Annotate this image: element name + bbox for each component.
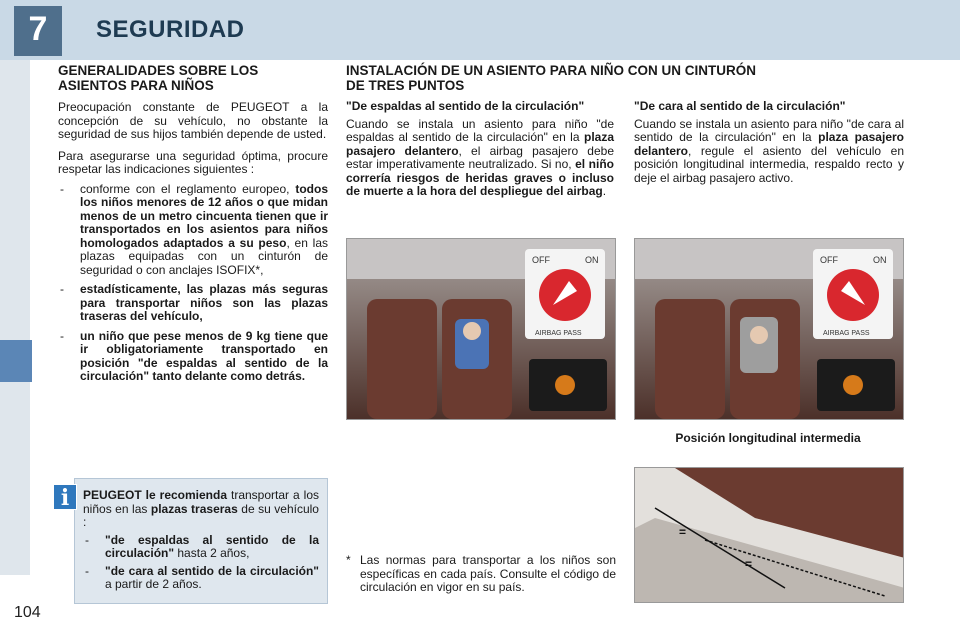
forward-facing-text [634, 118, 904, 186]
svg-text:=: = [679, 525, 687, 539]
rear-facing-photo [346, 238, 616, 420]
list-item [58, 283, 328, 324]
airbag-pass-label: AIRBAG PASS [535, 330, 582, 337]
recommendation-bold: plazas traseras [150, 501, 238, 516]
rear-facing-section [346, 100, 614, 199]
front-bold: plaza pasajero delantero [634, 130, 904, 158]
general-title-line1: GENERALIDADES SOBRE LOS [58, 63, 259, 78]
car-interior-illustration [635, 239, 904, 420]
recommendation-box [74, 478, 328, 604]
recommendation-bold: PEUGEOT le recomienda [83, 488, 228, 502]
left-margin-strip [0, 60, 30, 575]
rear-bold: plaza pasajero delantero [346, 130, 614, 158]
seat-position-caption: Posición longitudinal intermedia [675, 431, 861, 445]
rear-text: , el airbag pasajero debe estar imperativamente neutralizado. Si no, [346, 143, 614, 171]
installation-title-line1: INSTALACIÓN DE UN ASIENTO PARA NIÑO CON UN CINTURÓN [346, 63, 757, 78]
page-number: 104 [14, 604, 41, 621]
item-text: a partir de 2 años. [105, 577, 202, 591]
installation-title [346, 63, 906, 93]
car-interior-illustration [347, 239, 616, 420]
switch-on-label: ON [873, 255, 887, 265]
item-bold-text: "de cara al sentido de la circulación" [105, 563, 319, 578]
item-bold-text: estadísticamente, las plazas más seguras para transportar niños son las plazas traseras del vehículo, [80, 282, 328, 323]
airbag-pass-label: AIRBAG PASS [823, 330, 870, 337]
recommendation-text [83, 489, 319, 530]
footnote-asterisk: * [346, 553, 351, 567]
switch-off-label: OFF [532, 255, 550, 265]
chapter-number: 7 [28, 10, 48, 48]
forward-facing-section [634, 100, 904, 185]
item-bold-text: "de espaldas al sentido de la circulación" [105, 532, 319, 560]
info-icon: i [53, 484, 77, 510]
item-text: conforme con el reglamento europeo, [80, 181, 296, 196]
svg-text:=: = [745, 557, 753, 571]
rear-facing-text [346, 118, 614, 199]
front-text: Cuando se instala un asiento para niño "de cara al sentido de la circulación" en la [634, 116, 904, 144]
chapter-tab [14, 6, 62, 56]
rear-facing-title: "De espaldas al sentido de la circulación" [346, 99, 585, 113]
rear-text: . [602, 184, 607, 198]
installation-title-line2: DE TRES PUNTOS [346, 78, 465, 93]
item-text: hasta 2 años, [174, 546, 250, 560]
seat-rail-photo [634, 467, 904, 603]
switch-on-label: ON [585, 255, 599, 265]
list-item [58, 183, 328, 278]
seat-rail-illustration [635, 468, 904, 603]
general-advice: Para asegurarse una seguridad óptima, procure respetar las indicaciones siguientes : [58, 148, 328, 176]
rear-bold: el niño correría riesgos de heridas graves o incluso de muerte a la hora del despliegue del airbag [346, 157, 614, 198]
general-title [58, 63, 328, 93]
front-text: , regule el asiento del vehículo en posición longitudinal intermedia, respaldo recto y deje el airbag pasajero activo. [634, 143, 904, 185]
recommendation-span: transportar a los niños en las [83, 488, 319, 516]
item-bold-text: un niño que pese menos de 9 kg tiene que ir obligatoriamente transportado en posición "de espaldas al sentido de la circulación" tanto delante como detrás. [80, 328, 328, 383]
forward-facing-photo [634, 238, 904, 420]
general-section [58, 63, 328, 384]
chapter-side-tab [0, 340, 32, 382]
general-intro: Preocupación constante de PEUGEOT a la concepción de su vehículo, no obstante la seguridad de sus hijos también depende de usted. [58, 100, 328, 141]
forward-facing-title: "De cara al sentido de la circulación" [634, 99, 846, 113]
item-text: , en las plazas equipadas con un cinturón de seguridad o con anclajes ISOFIX*, [80, 235, 328, 277]
switch-off-label: OFF [820, 255, 838, 265]
list-item [83, 534, 319, 561]
list-item [58, 330, 328, 384]
rear-text: Cuando se instala un asiento para niño "de espaldas al sentido de la circulación" en la [346, 116, 614, 144]
footnote [346, 554, 616, 595]
item-bold-text: todos los niños menores de 12 años o que midan menos de un metro cincuenta tienen que ir transportados en los asientos para niños homologados adaptados a su peso [80, 181, 328, 250]
list-item [83, 565, 319, 592]
footnote-text: Las normas para transportar a los niños son específicas en cada país. Consulte el código de circulación en vigor en su país. [360, 553, 616, 594]
general-title-line2: ASIENTOS PARA NIÑOS [58, 78, 214, 93]
recommendation-span: de su vehículo : [83, 501, 319, 529]
page-title: SEGURIDAD [96, 16, 245, 43]
